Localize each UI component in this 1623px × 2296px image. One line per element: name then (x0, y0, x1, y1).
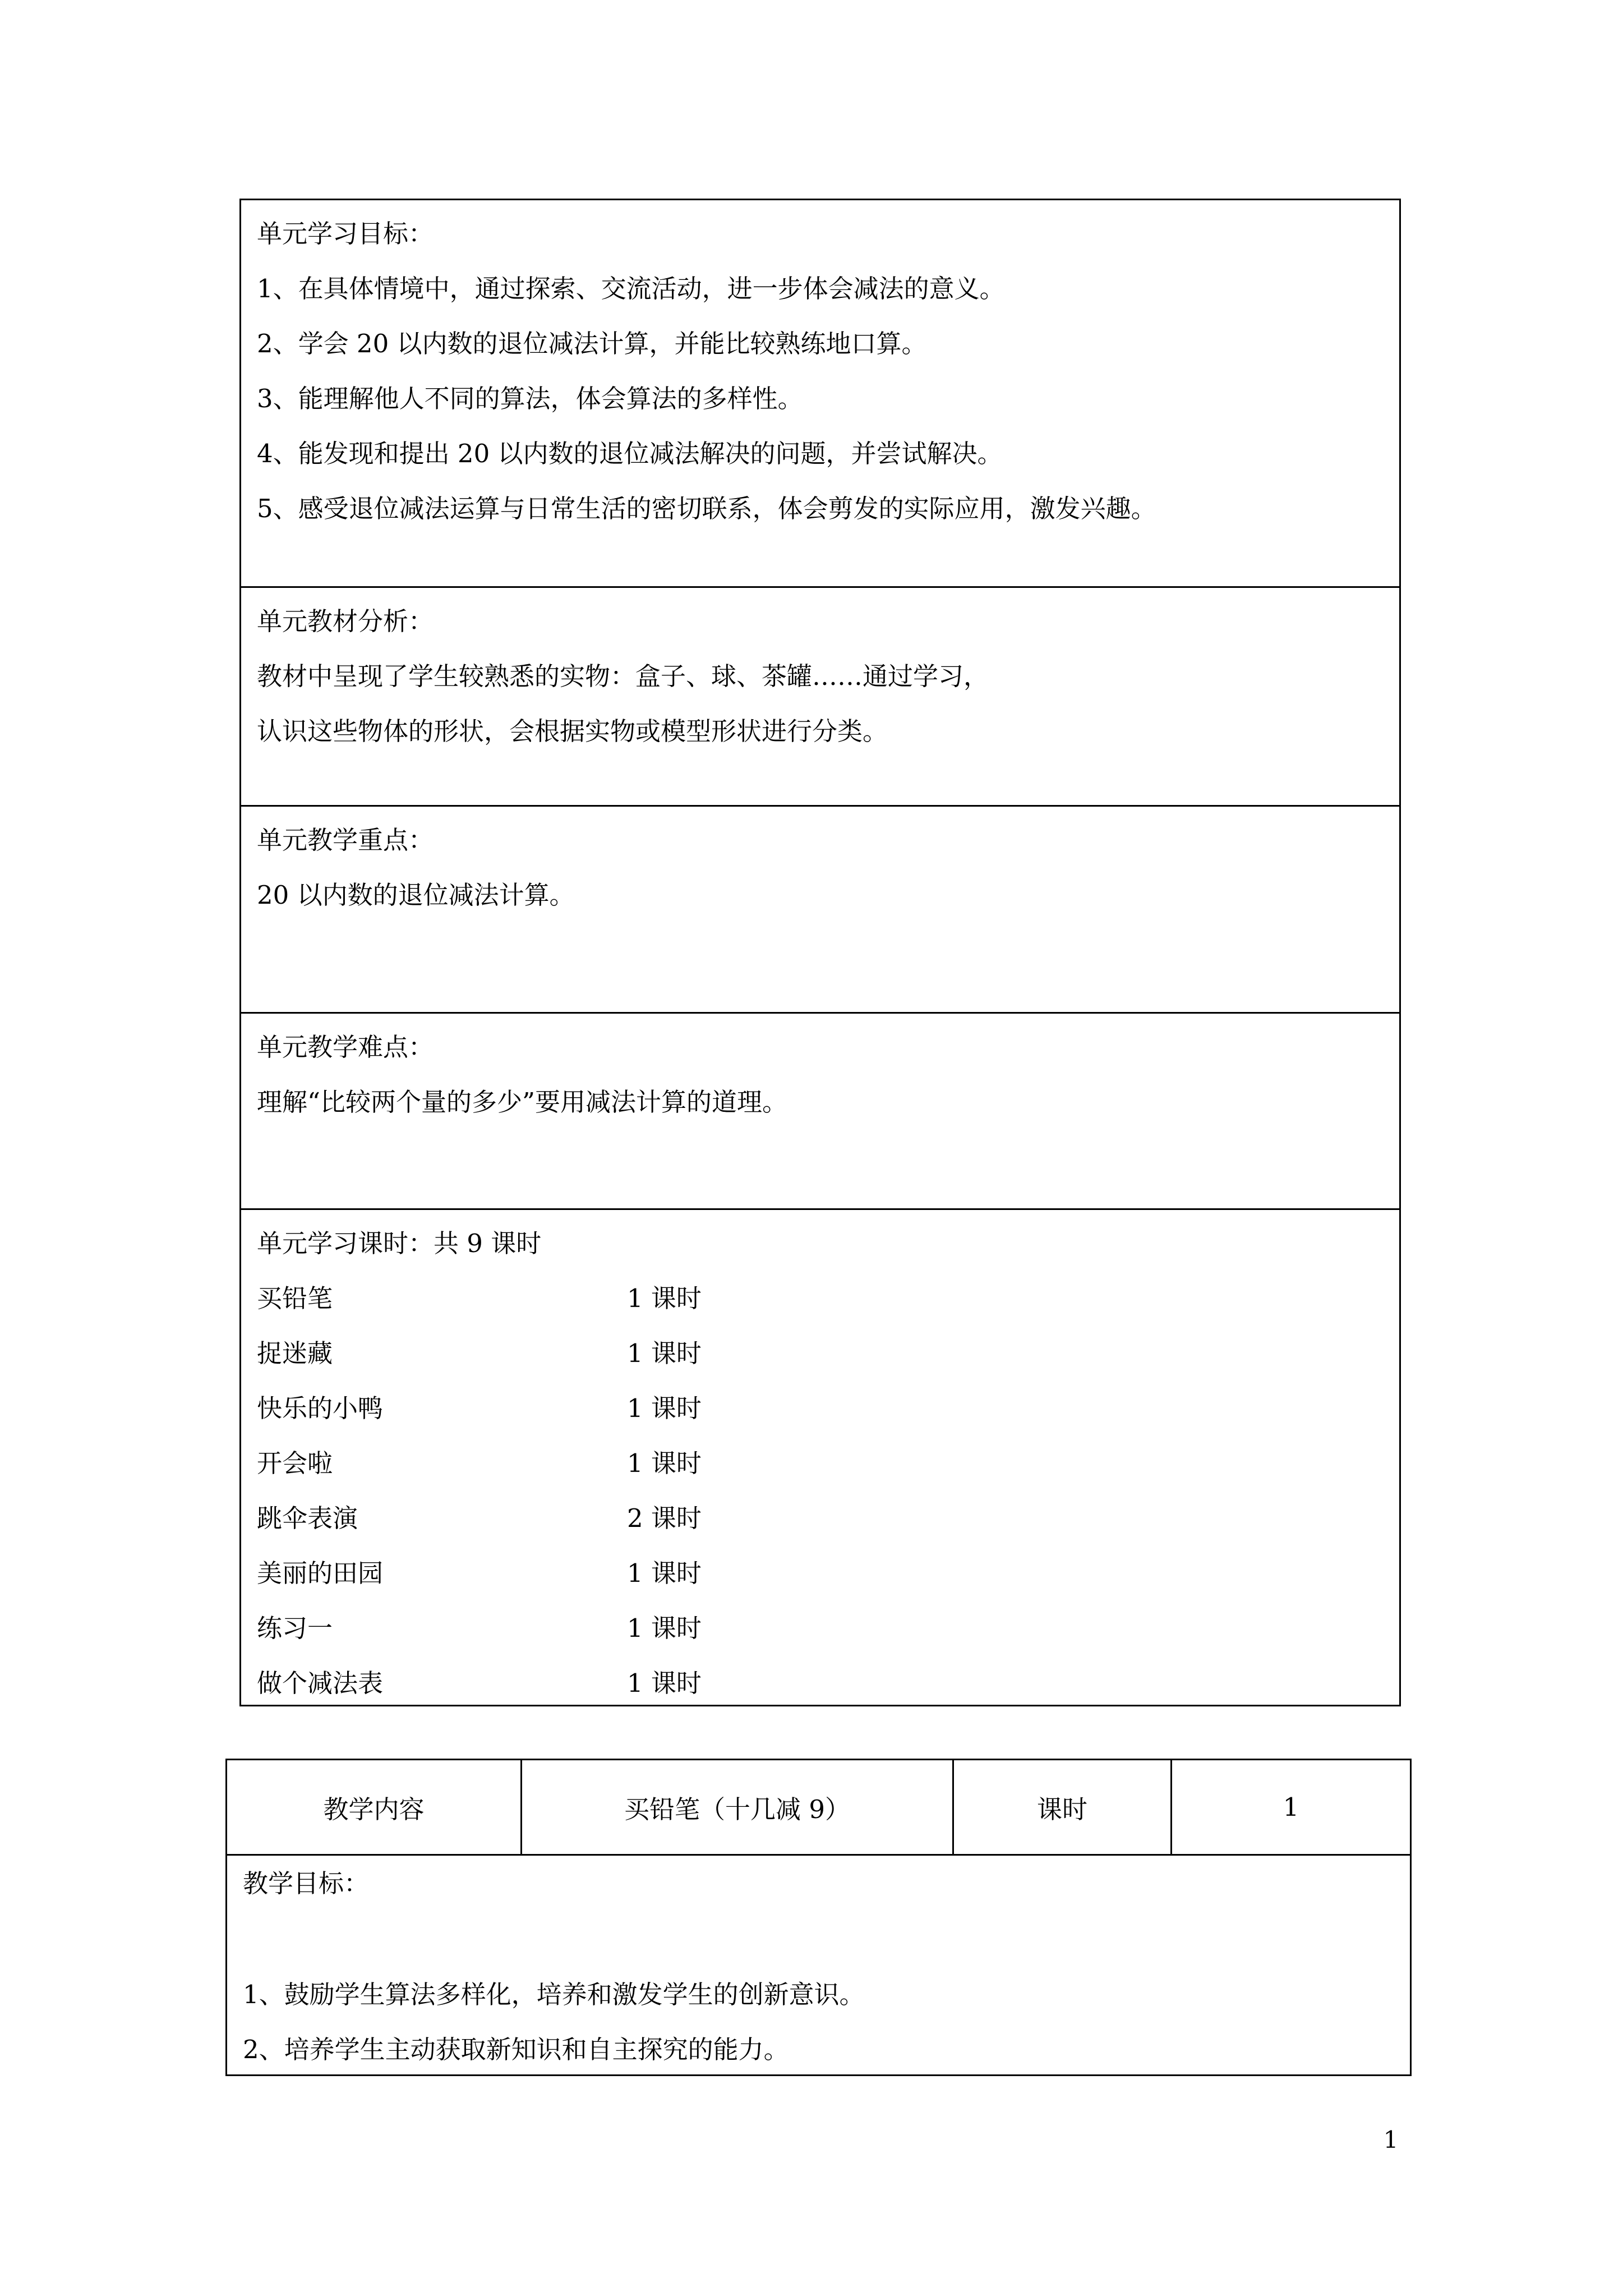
lesson-name: 做个减法表 (257, 1668, 384, 1698)
lesson-name: 买铅笔 (257, 1283, 333, 1313)
unit-goals-title: 单元学习目标： (257, 219, 434, 249)
hours-row (257, 1667, 1399, 1722)
lesson-hours: 1 课时 (627, 1613, 702, 1643)
lesson-goal-item: 1、鼓励学生算法多样化，培养和激发学生的创新意识。 (243, 1980, 865, 2009)
unit-key-points-title: 单元教学重点： (257, 825, 434, 855)
lesson-goal-item: 2、培养学生主动获取新知识和自主探究的能力。 (243, 2035, 789, 2064)
lesson-hours: 1 课时 (627, 1558, 702, 1588)
lesson-name: 美丽的田园 (257, 1558, 384, 1588)
lesson-hours: 1 课时 (627, 1393, 702, 1423)
unit-key-points-text: 20 以内数的退位减法计算。 (257, 880, 575, 910)
hours-row (257, 1447, 1399, 1502)
lesson-header-row (227, 1760, 1410, 1856)
hours-row (257, 1612, 1399, 1667)
lesson-name: 练习一 (257, 1613, 333, 1643)
unit-difficulties-section (241, 1012, 1399, 1208)
lesson-plan-table (225, 1759, 1412, 2076)
hours-row (257, 1557, 1399, 1612)
hours-row (257, 1337, 1399, 1392)
unit-analysis-line: 教材中呈现了学生较熟悉的实物：盒子、球、茶罐……通过学习， (257, 661, 989, 691)
unit-goal-item: 2、学会 20 以内数的退位减法计算，并能比较熟练地口算。 (257, 329, 927, 358)
lesson-hours: 1 课时 (627, 1338, 702, 1368)
unit-analysis-section (241, 586, 1399, 805)
hours-row (257, 1502, 1399, 1557)
hours-value: 1 (1283, 1792, 1299, 1822)
unit-goals-section (241, 200, 1399, 586)
content-label: 教学内容 (227, 1760, 522, 1854)
unit-goal-item: 3、能理解他人不同的算法，体会算法的多样性。 (257, 384, 803, 413)
lesson-hours: 1 课时 (627, 1448, 702, 1478)
unit-goal-item: 1、在具体情境中，通过探索、交流活动，进一步体会减法的意义。 (257, 274, 1005, 303)
lesson-name: 开会啦 (257, 1448, 333, 1478)
unit-goal-item: 5、感受退位减法运算与日常生活的密切联系，体会剪发的实际应用，激发兴趣。 (257, 494, 1156, 523)
page-number: 1 (1383, 2126, 1399, 2154)
lesson-hours: 1 课时 (627, 1283, 702, 1313)
lesson-name: 捉迷藏 (257, 1338, 333, 1368)
unit-hours-title: 单元学习课时：共 9 课时 (257, 1228, 542, 1258)
lesson-goals-section (227, 1856, 1410, 2074)
lesson-hours: 2 课时 (627, 1503, 702, 1533)
unit-analysis-title: 单元教材分析： (257, 606, 434, 636)
lesson-hours: 1 课时 (627, 1668, 702, 1698)
content-value: 买铅笔（十几减 9） (522, 1760, 954, 1854)
hours-row (257, 1282, 1399, 1337)
lesson-name: 快乐的小鸭 (257, 1393, 384, 1423)
unit-analysis-line: 认识这些物体的形状，会根据实物或模型形状进行分类。 (257, 716, 888, 746)
hours-label: 课时 (954, 1760, 1172, 1854)
unit-goal-item: 4、能发现和提出 20 以内数的退位减法解决的问题，并尝试解决。 (257, 439, 1003, 468)
unit-difficulties-title: 单元教学难点： (257, 1032, 434, 1062)
unit-difficulties-text: 理解“比较两个量的多少”要用减法计算的道理。 (257, 1087, 788, 1117)
hours-row (257, 1392, 1399, 1447)
lesson-name: 跳伞表演 (257, 1503, 358, 1533)
unit-plan-table (239, 199, 1401, 1706)
unit-hours-section (241, 1208, 1399, 1705)
lesson-goals-title: 教学目标： (243, 1869, 370, 1898)
unit-key-points-section (241, 805, 1399, 1012)
